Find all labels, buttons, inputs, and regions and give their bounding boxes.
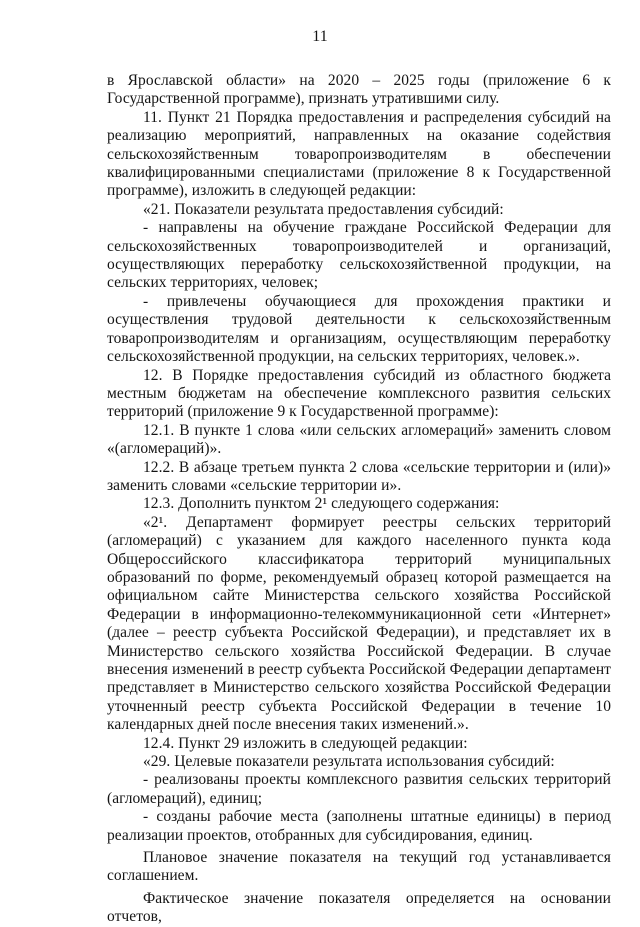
paragraph: Фактическое значение показателя определяется на основании отчетов,: [107, 889, 611, 926]
paragraph: 11. Пункт 21 Порядка предоставления и распределения субсидий на реализацию мероприятий, направленных на оказание содействия сельскохозяйственным товаропроизводителям в обеспечении квалифицированными специалистами (приложение 8 к Государственной программе), изложить в следующей редакции:: [107, 108, 611, 200]
paragraph: 12.1. В пункте 1 слова «или сельских агломераций» заменить словом «(агломераций)».: [107, 421, 611, 458]
paragraph: 12.4. Пункт 29 изложить в следующей редакции:: [143, 734, 468, 752]
paragraph: Плановое значение показателя на текущий год устанавливается соглашением.: [107, 849, 611, 885]
paragraph: 12.2. В абзаце третьем пункта 2 слова «сельские территории и (или)» заменить словами «сельские территории и».: [107, 458, 611, 494]
document-body: [107, 72, 611, 927]
paragraph: «2¹. Департамент формирует реестры сельских территорий (агломераций) с указанием для каждого населенного пункта кода Общероссийского классификатора территорий муниципальных образований по форме, рекомендуемый образец которой размещается на официальном сайте Министерства сельского хозяйства Российской Федерации в информационно-телекоммуникационной сети «Интернет» (далее – реестр субъекта Российской Федерации), и представляет их в Министерство сельского хозяйства Российской Федерации. В случае внесения изменений в реестр субъекта Российской Федерации департамент представляет в Министерство сельского хозяйства Российской Федерации уточненный реестр субъекта Российской Федерации в течение 10 календарных дней после внесения таких изменений.».: [107, 513, 611, 734]
paragraph: 12. В Порядке предоставления субсидий из областного бюджета местным бюджетам на обеспечение комплексного развития сельских территорий (приложение 9 к Государственной программе):: [107, 366, 611, 421]
paragraph: - реализованы проекты комплексного развития сельских территорий (агломераций), единиц;: [107, 771, 611, 807]
paragraph: - созданы рабочие места (заполнены штатные единицы) в период реализации проектов, отобранных для субсидирования, единиц.: [107, 808, 611, 844]
paragraph: «21. Показатели результата предоставления субсидий:: [143, 200, 504, 218]
paragraph: 12.3. Дополнить пунктом 2¹ следующего содержания:: [143, 495, 500, 513]
paragraph: - привлечены обучающиеся для прохождения практики и осуществления трудовой деятельности к сельскохозяйственным товаропроизводителям и организациям, осуществляющим переработку сельскохозяйственной продукции, на сельских территориях, человек.».: [107, 292, 611, 366]
paragraph: в Ярославской области» на 2020 – 2025 годы (приложение 6 к Государственной программе), признать утратившими силу.: [107, 72, 611, 108]
page-number: 11: [312, 28, 328, 45]
paragraph: «29. Целевые показатели результата использования субсидий:: [143, 753, 555, 771]
paragraph: - направлены на обучение граждане Российской Федерации для сельскохозяйственных товаропроизводителей и организаций, осуществляющих переработку сельскохозяйственной продукции, на сельских территориях, человек;: [107, 219, 611, 292]
